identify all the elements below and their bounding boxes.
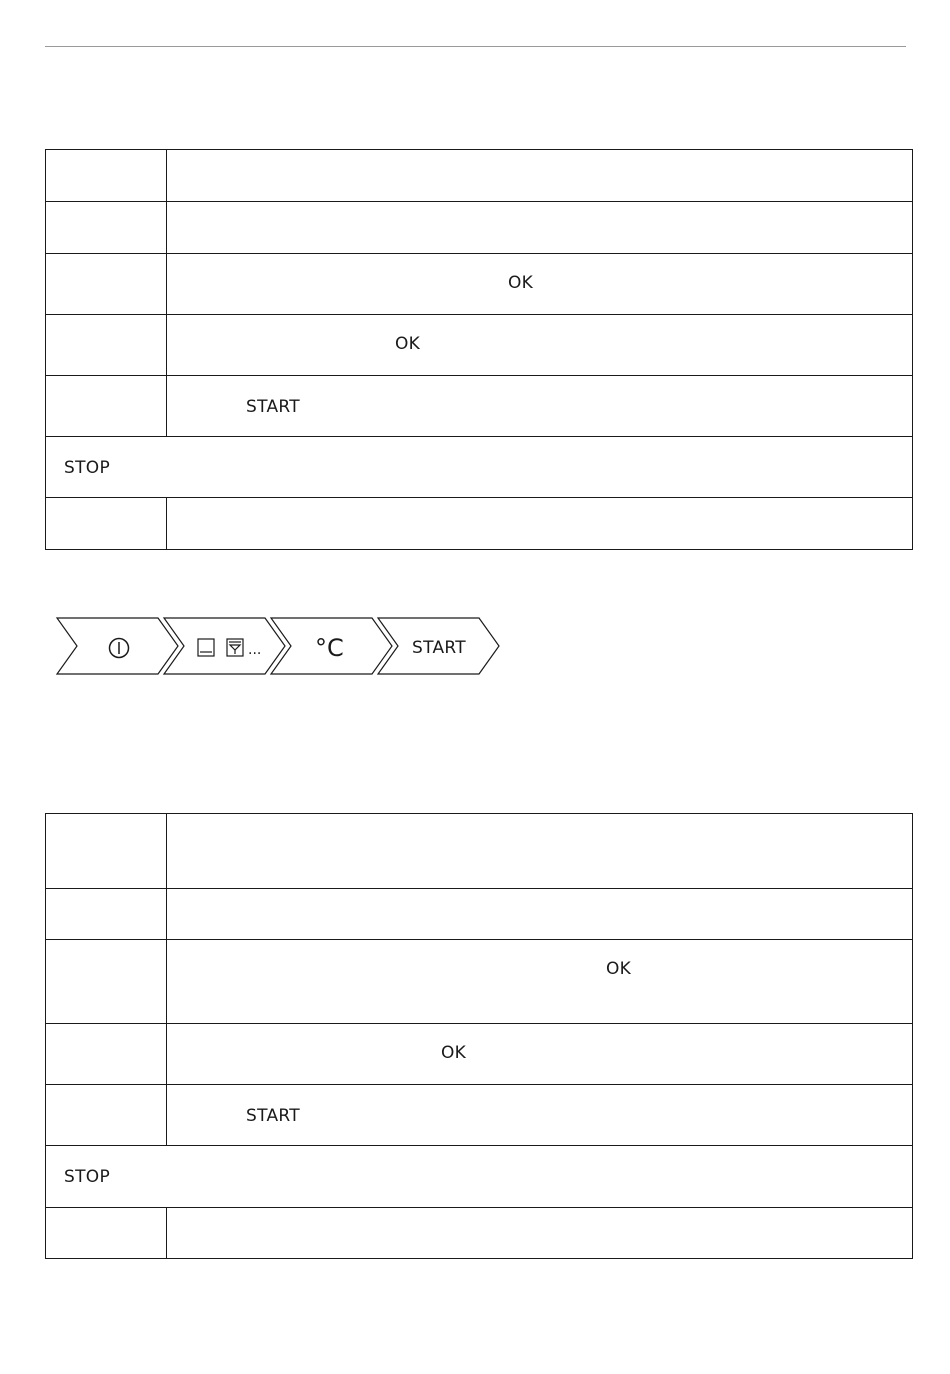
- procedure-flow: [55, 616, 500, 678]
- steps-table-2: [45, 813, 913, 1259]
- ok-key-label: OK: [508, 273, 534, 293]
- step-number-cell: [46, 315, 167, 376]
- step-description-cell: [167, 1208, 913, 1259]
- step-description-cell: [167, 814, 913, 889]
- table-row: [46, 940, 913, 1024]
- step-description-cell: [167, 940, 913, 1024]
- table-row: [46, 202, 913, 254]
- step-number-cell: [46, 889, 167, 940]
- table-row: [46, 1146, 913, 1208]
- table-row: [46, 498, 913, 550]
- stop-key-label: STOP: [64, 1167, 111, 1187]
- step-number-cell: [46, 376, 167, 437]
- step-description-cell: [167, 1024, 913, 1085]
- step-description-cell: [167, 202, 913, 254]
- stop-key-label: STOP: [64, 458, 111, 478]
- step-number-cell: [46, 1024, 167, 1085]
- flow-step-function: [164, 618, 285, 674]
- start-key-label: START: [246, 1106, 300, 1126]
- start-key-label: START: [246, 397, 300, 417]
- step-number-cell: [46, 814, 167, 889]
- stop-note-cell: [46, 1146, 913, 1208]
- step-description-cell: [167, 315, 913, 376]
- step-description-cell: [167, 376, 913, 437]
- ok-key-label: OK: [441, 1043, 467, 1063]
- steps-table-1: [45, 149, 913, 550]
- table-row: [46, 437, 913, 498]
- step-description-cell: [167, 150, 913, 202]
- more-functions-ellipsis: ...: [248, 642, 262, 658]
- table-row: [46, 376, 913, 437]
- table-row: [46, 1024, 913, 1085]
- step-number-cell: [46, 150, 167, 202]
- table-row: [46, 315, 913, 376]
- step-number-cell: [46, 202, 167, 254]
- table-row: [46, 814, 913, 889]
- step-number-cell: [46, 498, 167, 550]
- table-row: [46, 1208, 913, 1259]
- step-description-cell: [167, 889, 913, 940]
- ok-key-label: OK: [606, 959, 632, 979]
- step-number-cell: [46, 254, 167, 315]
- ok-key-label: OK: [395, 334, 421, 354]
- step-number-cell: [46, 1085, 167, 1146]
- temperature-icon: °C: [315, 634, 344, 662]
- step-description-cell: [167, 498, 913, 550]
- flow-step-power: [57, 618, 178, 674]
- table-row: [46, 1085, 913, 1146]
- start-label: START: [412, 638, 466, 658]
- table-row: [46, 889, 913, 940]
- step-description-cell: [167, 254, 913, 315]
- stop-note-cell: [46, 437, 913, 498]
- step-number-cell: [46, 1208, 167, 1259]
- table-row: [46, 150, 913, 202]
- table-row: [46, 254, 913, 315]
- header-rule: [45, 46, 906, 47]
- step-description-cell: [167, 1085, 913, 1146]
- step-number-cell: [46, 940, 167, 1024]
